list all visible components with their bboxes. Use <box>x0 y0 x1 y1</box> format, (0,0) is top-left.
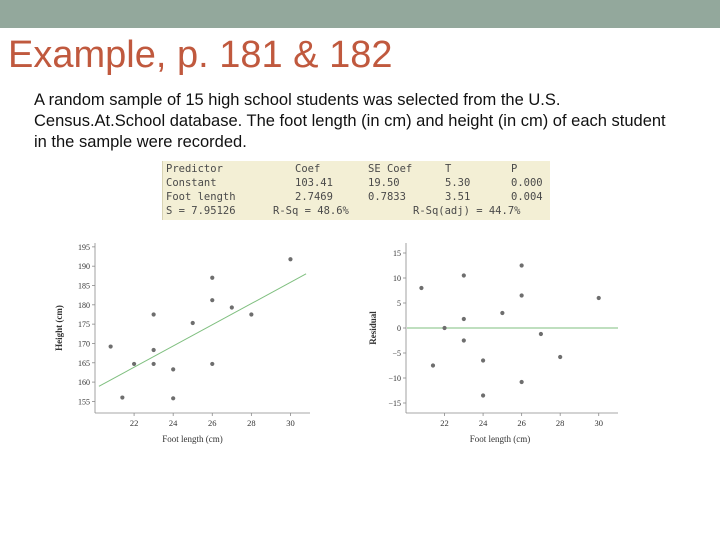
regression-row-constant-p: 0.000 <box>511 177 543 189</box>
y-tick-label: 160 <box>78 378 90 388</box>
data-point <box>520 380 524 384</box>
regression-row-constant-se: 19.50 <box>368 177 400 189</box>
regression-row-constant-coef: 103.41 <box>295 177 333 189</box>
regression-summary-s: S = 7.95126 <box>166 205 236 217</box>
x-tick-label: 22 <box>129 418 139 428</box>
y-tick-label: 175 <box>78 320 90 330</box>
y-tick-label: −5 <box>392 349 401 358</box>
x-axis-label: Foot length (cm) <box>162 434 223 444</box>
data-point <box>210 362 214 366</box>
data-point <box>481 393 485 397</box>
data-point <box>462 338 466 342</box>
y-tick-label: 190 <box>78 262 90 272</box>
y-tick-label: 180 <box>78 300 90 310</box>
regression-row-foot-p: 0.004 <box>511 191 543 203</box>
data-point <box>120 395 124 399</box>
regression-row-foot-se: 0.7833 <box>368 191 406 203</box>
y-tick-label: 185 <box>78 281 90 291</box>
data-point <box>442 326 446 330</box>
data-point <box>132 362 136 366</box>
y-tick-label: 170 <box>78 339 90 349</box>
y-tick-label: −10 <box>388 374 401 383</box>
data-point <box>249 312 253 316</box>
x-tick-label: 28 <box>555 418 565 428</box>
data-point <box>419 286 423 290</box>
data-point <box>191 321 195 325</box>
y-tick-label: 155 <box>78 397 90 407</box>
data-point <box>431 363 435 367</box>
data-point <box>520 293 524 297</box>
height-vs-foot-scatter-chart <box>0 0 340 460</box>
y-tick-label: 10 <box>393 274 401 283</box>
x-tick-label: 28 <box>247 418 256 428</box>
data-point <box>171 367 175 371</box>
x-tick-label: 26 <box>208 418 217 428</box>
data-point <box>481 358 485 362</box>
regression-row-foot-coef: 2.7469 <box>295 191 333 203</box>
regression-row-constant-t: 5.30 <box>445 177 471 189</box>
y-tick-label: −15 <box>388 399 401 408</box>
regression-header-coef: Coef <box>295 163 321 175</box>
data-point <box>210 276 214 280</box>
regression-header-t: T <box>445 163 452 175</box>
data-point <box>539 332 543 336</box>
x-tick-label: 30 <box>594 418 603 428</box>
x-tick-label: 22 <box>440 418 449 428</box>
data-point <box>462 317 466 321</box>
y-axis-label: Residual <box>368 311 378 345</box>
regression-header-p: P <box>511 163 518 175</box>
data-point <box>500 311 504 315</box>
regression-header-predictor: Predictor <box>166 163 223 175</box>
y-axis-label: Height (cm) <box>54 305 64 351</box>
regression-row-foot-t: 3.51 <box>445 191 471 203</box>
slide-title: Example, p. 181 & 182 <box>8 34 393 76</box>
residual-plot <box>340 0 640 460</box>
data-point <box>288 257 292 261</box>
y-tick-label: 15 <box>393 249 401 258</box>
data-point <box>109 344 113 348</box>
x-tick-label: 26 <box>517 418 526 428</box>
data-point <box>152 348 156 352</box>
regression-summary-rsq-adj: R-Sq(adj) = 44.7% <box>413 205 521 217</box>
y-tick-label: 195 <box>78 242 90 252</box>
x-axis-label: Foot length (cm) <box>469 434 531 444</box>
y-tick-label: 5 <box>397 299 401 308</box>
regression-line <box>99 274 306 386</box>
y-tick-label: 0 <box>397 324 401 333</box>
x-tick-label: 30 <box>286 418 295 428</box>
regression-header-se-coef: SE Coef <box>368 163 413 175</box>
y-tick-label: 165 <box>78 358 90 368</box>
x-tick-label: 24 <box>478 418 488 428</box>
regression-row-constant-label: Constant <box>166 177 217 189</box>
data-point <box>230 305 234 309</box>
data-point <box>597 296 601 300</box>
data-point <box>152 312 156 316</box>
regression-summary-rsq: R-Sq = 48.6% <box>273 205 349 217</box>
data-point <box>558 355 562 359</box>
data-point <box>462 273 466 277</box>
data-point <box>210 298 214 302</box>
data-point <box>520 263 524 267</box>
regression-row-foot-label: Foot length <box>166 191 236 203</box>
data-point <box>171 396 175 400</box>
data-point <box>152 362 156 366</box>
slide-body-text: A random sample of 15 high school students was selected from the U.S. Census.At.School database. The foot length (in cm) and height (in cm) of each student in the sample were recorded. <box>34 91 666 151</box>
x-tick-label: 24 <box>168 418 178 428</box>
